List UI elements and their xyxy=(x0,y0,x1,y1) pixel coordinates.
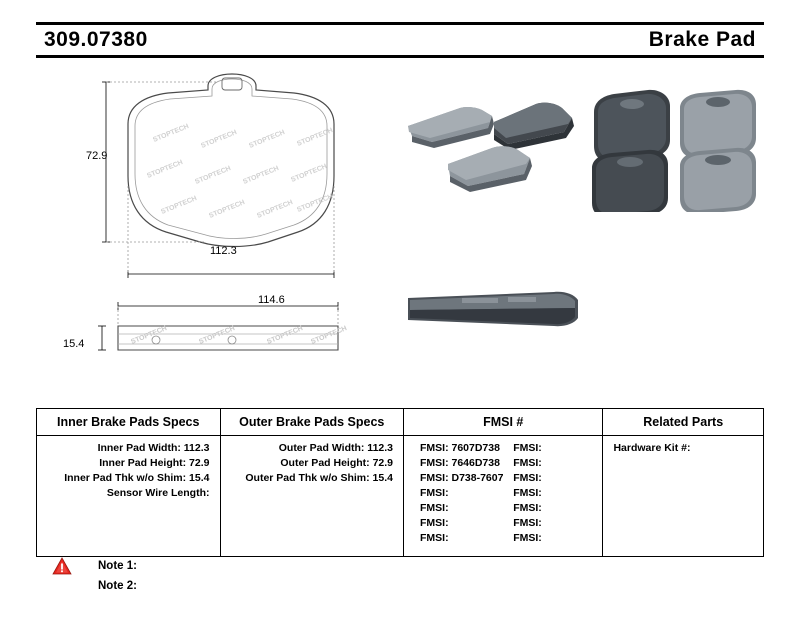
page-title: Brake Pad xyxy=(648,28,756,51)
fmsi-item: FMSI: xyxy=(513,442,542,454)
fmsi-item: FMSI: 7646D738 xyxy=(420,457,500,469)
svg-text:STOPTECH: STOPTECH xyxy=(290,163,328,184)
svg-text:STOPTECH: STOPTECH xyxy=(248,129,286,150)
fmsi-item: FMSI: 7607D738 xyxy=(420,442,500,454)
fmsi-column xyxy=(404,409,603,556)
pad-photo-1 xyxy=(408,107,494,148)
svg-text:STOPTECH: STOPTECH xyxy=(160,195,198,216)
svg-text:STOPTECH: STOPTECH xyxy=(296,193,334,214)
fmsi-item: FMSI: xyxy=(513,517,542,529)
fmsi-item: FMSI: xyxy=(420,532,449,544)
fmsi-item: FMSI: xyxy=(513,472,542,484)
related-parts-column xyxy=(603,409,763,556)
side-thickness-dimension: 15.4 xyxy=(63,338,85,350)
inner-pad-thickness: Inner Pad Thk w/o Shim: 15.4 xyxy=(64,472,210,484)
svg-text:STOPTECH: STOPTECH xyxy=(194,165,232,186)
inner-pad-width: Inner Pad Width: 112.3 xyxy=(97,442,210,454)
technical-drawing-area xyxy=(36,66,764,396)
pad-photo-edge-view xyxy=(404,284,584,334)
side-width-dimension-line xyxy=(118,302,338,326)
note-1-label: Note 1: xyxy=(98,560,137,572)
fmsi-right-list xyxy=(503,441,596,546)
svg-text:STOPTECH: STOPTECH xyxy=(208,199,246,220)
related-parts-heading: Related Parts xyxy=(603,409,763,436)
inner-specs-column xyxy=(37,409,221,556)
fmsi-item: FMSI: xyxy=(513,502,542,514)
inner-pad-height: Inner Pad Height: 72.9 xyxy=(99,457,210,469)
warning-icon xyxy=(52,557,72,575)
svg-text:STOPTECH: STOPTECH xyxy=(310,325,348,346)
inner-specs-heading: Inner Brake Pads Specs xyxy=(37,409,220,436)
sheet-header xyxy=(36,22,764,58)
notes-section xyxy=(52,556,352,596)
pad-photo-group-left xyxy=(396,86,596,216)
fmsi-item: FMSI: xyxy=(513,532,542,544)
outer-pad-width: Outer Pad Width: 112.3 xyxy=(278,442,393,454)
fmsi-item: FMSI: xyxy=(420,487,449,499)
front-view-drawing xyxy=(36,66,416,326)
sensor-wire-length: Sensor Wire Length: xyxy=(106,487,210,499)
note-2-label: Note 2: xyxy=(98,580,137,592)
fmsi-item: FMSI: xyxy=(513,457,542,469)
outer-pad-thickness: Outer Pad Thk w/o Shim: 15.4 xyxy=(245,472,393,484)
front-height-dimension: 72.9 xyxy=(86,150,108,162)
svg-text:STOPTECH: STOPTECH xyxy=(200,129,238,150)
part-number: 309.07380 xyxy=(44,28,148,51)
svg-text:STOPTECH: STOPTECH xyxy=(266,325,304,346)
svg-text:STOPTECH: STOPTECH xyxy=(198,325,236,346)
outer-specs-heading: Outer Brake Pads Specs xyxy=(221,409,404,436)
svg-text:STOPTECH: STOPTECH xyxy=(130,325,168,346)
pad-photo-5 xyxy=(680,90,756,158)
note-row-1 xyxy=(52,556,352,576)
fmsi-item: FMSI: D738-7607 xyxy=(420,472,504,484)
side-width-dimension: 114.6 xyxy=(258,294,285,306)
fmsi-item: FMSI: xyxy=(420,502,449,514)
svg-text:STOPTECH: STOPTECH xyxy=(296,127,334,148)
fmsi-item: FMSI: xyxy=(420,517,449,529)
svg-text:STOPTECH: STOPTECH xyxy=(242,165,280,186)
fmsi-heading: FMSI # xyxy=(404,409,602,436)
front-width-dimension: 112.3 xyxy=(210,245,237,257)
svg-text:STOPTECH: STOPTECH xyxy=(146,159,184,180)
note-row-2 xyxy=(52,576,352,596)
pad-photo-7 xyxy=(680,148,756,212)
thickness-dimension-line xyxy=(98,326,106,350)
side-view-drawing xyxy=(36,288,416,398)
outer-specs-column xyxy=(221,409,405,556)
svg-text:STOPTECH: STOPTECH xyxy=(152,123,190,144)
pad-photo-group-right xyxy=(584,82,764,212)
fmsi-left-list xyxy=(410,441,503,546)
hardware-kit-number: Hardware Kit #: xyxy=(613,442,691,454)
pad-photo-2 xyxy=(494,103,574,150)
svg-text:STOPTECH: STOPTECH xyxy=(256,199,294,220)
specs-table xyxy=(36,408,764,557)
pad-photo-6 xyxy=(592,150,668,212)
outer-pad-height: Outer Pad Height: 72.9 xyxy=(280,457,393,469)
pad-photo-3 xyxy=(448,146,532,192)
fmsi-item: FMSI: xyxy=(513,487,542,499)
